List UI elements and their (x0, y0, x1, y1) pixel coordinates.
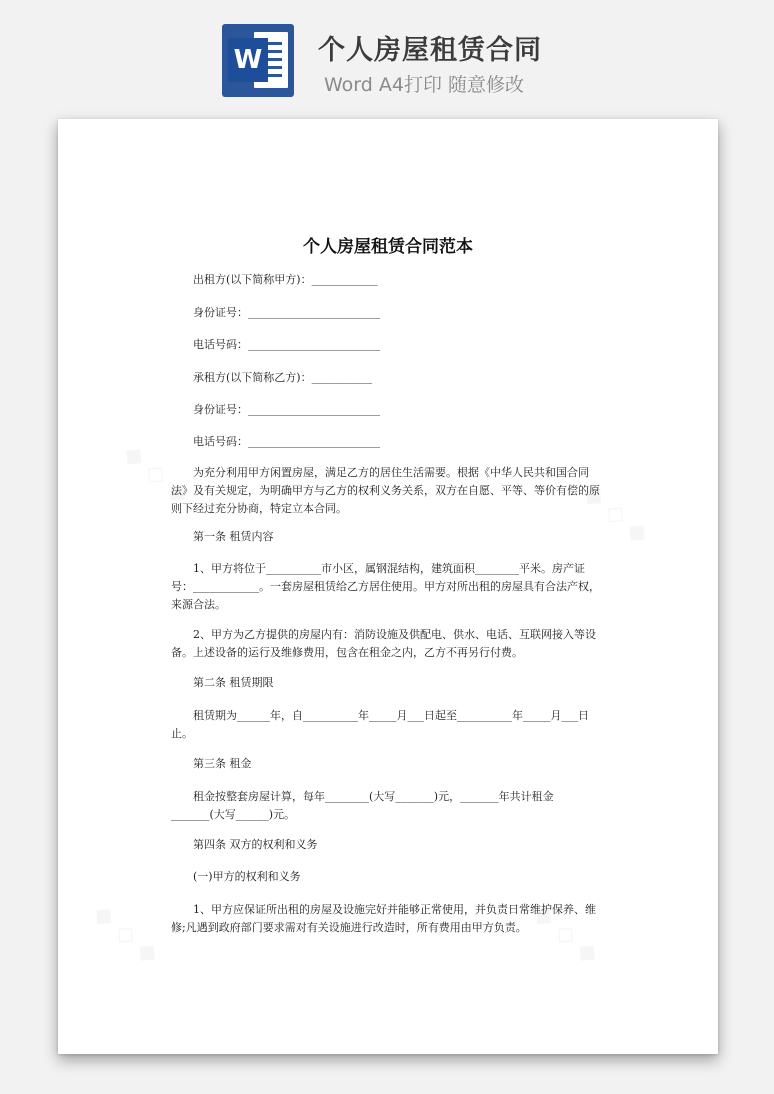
field-lessor-phone: 电话号码：________________________ (193, 338, 380, 351)
article-1-clause-1: 1、甲方将位于__________市小区，属钢混结构，建筑面积________平米。房产证号：____________。一套房屋租赁给乙方居住使用。甲方对所出租的房屋具有合法产权，来源合法。 (171, 562, 600, 611)
intro-paragraph: 为充分利用甲方闲置房屋，满足乙方的居住生活需要。根据《中华人民共和国合同法》及有关规定，为明确甲方与乙方的权利义务关系，双方在自愿、平等、等价有偿的原则下经过充分协商，特定立本合同。 (171, 466, 600, 515)
article-2-clause: 租赁期为______年，自__________年_____月___日起至__________年_____月___日止。 (171, 709, 589, 740)
field-lessee: 承租方(以下简称乙方)：___________ (193, 371, 373, 384)
header-banner (0, 0, 774, 110)
article-3-clause: 租金按整套房屋计算，每年________(大写_______)元，_______年共计租金_______(大写______)元。 (171, 790, 554, 821)
field-lessee-phone: 电话号码：________________________ (193, 435, 380, 448)
field-lessor-id: 身份证号：________________________ (193, 306, 380, 319)
word-icon (222, 24, 294, 97)
article-4-subheading: (一)甲方的权利和义务 (193, 870, 301, 883)
word-letter: W (228, 38, 268, 82)
article-4-heading: 第四条 双方的权利和义务 (193, 838, 318, 851)
article-3-heading: 第三条 租金 (193, 757, 252, 770)
article-1-heading: 第一条 租赁内容 (193, 530, 274, 543)
article-4-clause-1: 1、甲方应保证所出租的房屋及设施完好并能够正常使用，并负责日常维护保养、维修;凡遇到政府部门要求需对有关设施进行改造时，所有费用由甲方负责。 (171, 903, 596, 934)
banner-subtitle: Word A4打印 随意修改 (324, 74, 525, 96)
article-2-heading: 第二条 租赁期限 (193, 676, 274, 689)
field-lessee-id: 身份证号：________________________ (193, 403, 380, 416)
document-page (58, 119, 718, 1054)
watermark (87, 898, 165, 970)
banner-title: 个人房屋租赁合同 (318, 35, 542, 66)
field-lessor: 出租方(以下简称甲方)：____________ (193, 273, 378, 286)
document-title: 个人房屋租赁合同范本 (303, 237, 473, 257)
article-1-clause-2: 2、甲方为乙方提供的房屋内有：消防设施及供配电、供水、电话、互联网接入等设备。上述设备的运行及维修费用，包含在租金之内，乙方不再另行付费。 (171, 628, 596, 659)
